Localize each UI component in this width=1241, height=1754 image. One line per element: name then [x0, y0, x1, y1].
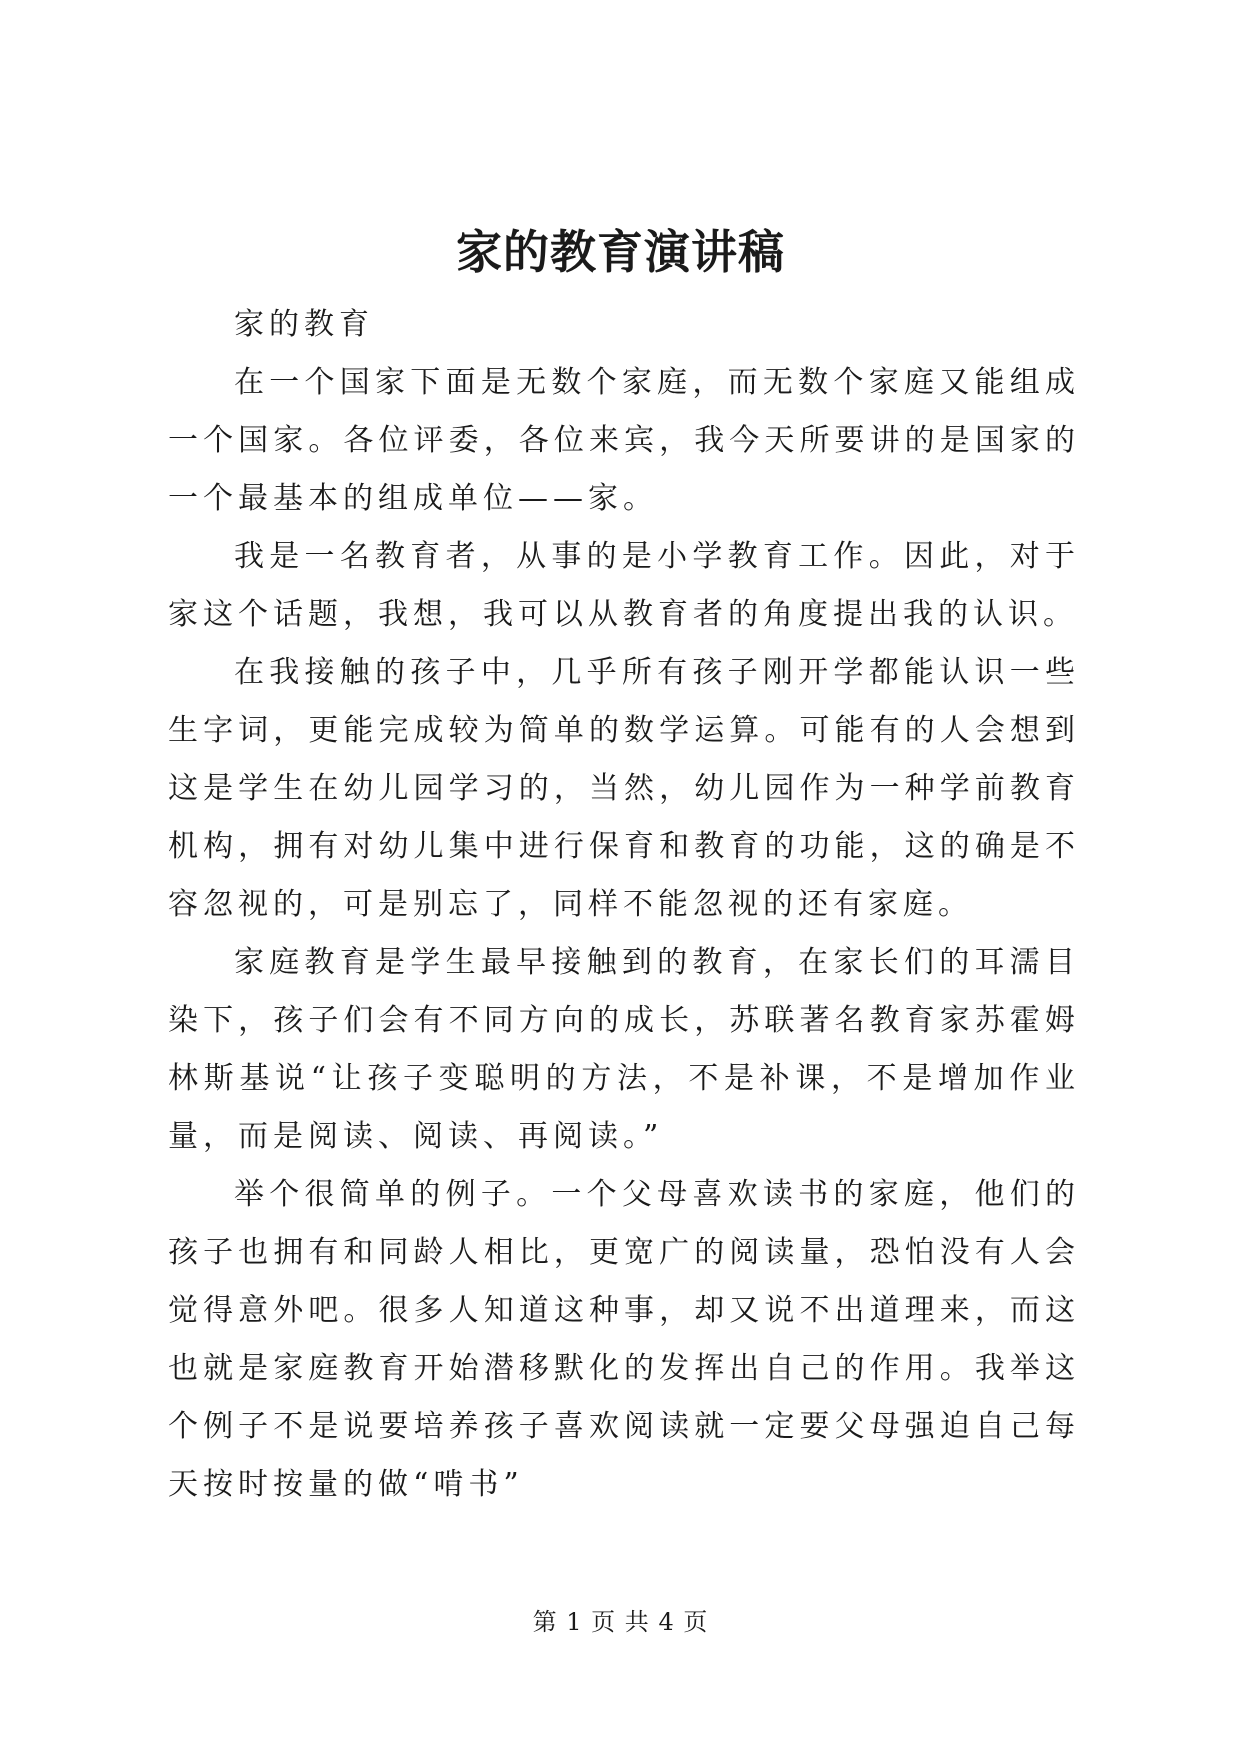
page-number-footer: 第 1 页 共 4 页 [532, 1608, 709, 1636]
paragraph-subtitle: 家的教育 [234, 307, 374, 342]
paragraph: 在我接触的孩子中，几乎所有孩子刚开学都能认识一些生字词，更能完成较为简单的数学运算。可能有的人会想到这是学生在幼儿园学习的，当然，幼儿园作为一种学前教育机构，拥有对幼儿集中进行保育和教育的功能，这的确是不容忽视的，可是别忘了，同样不能忽视的还有家庭。 [168, 655, 1080, 922]
paragraph: 举个很简单的例子。一个父母喜欢读书的家庭，他们的孩子也拥有和同龄人相比，更宽广的阅读量，恐怕没有人会觉得意外吧。很多人知道这种事，却又说不出道理来，而这也就是家庭教育开始潜移默化的发挥出自己的作用。我举这个例子不是说要培养孩子喜欢阅读就一定要父母强迫自己每天按时按量的做“啃书” [168, 1177, 1080, 1502]
paragraph: 家庭教育是学生最早接触到的教育，在家长们的耳濡目染下，孩子们会有不同方向的成长，苏联著名教育家苏霍姆林斯基说“让孩子变聪明的方法，不是补课，不是增加作业量，而是阅读、阅读、再阅读。” [168, 945, 1080, 1154]
paragraph: 我是一名教育者，从事的是小学教育工作。因此，对于家这个话题，我想，我可以从教育者的角度提出我的认识。 [168, 539, 1080, 632]
document-body [168, 296, 1080, 1514]
paragraph: 在一个国家下面是无数个家庭，而无数个家庭又能组成一个国家。各位评委，各位来宾，我今天所要讲的是国家的一个最基本的组成单位——家。 [168, 365, 1080, 516]
document-title: 家的教育演讲稿 [456, 225, 785, 279]
